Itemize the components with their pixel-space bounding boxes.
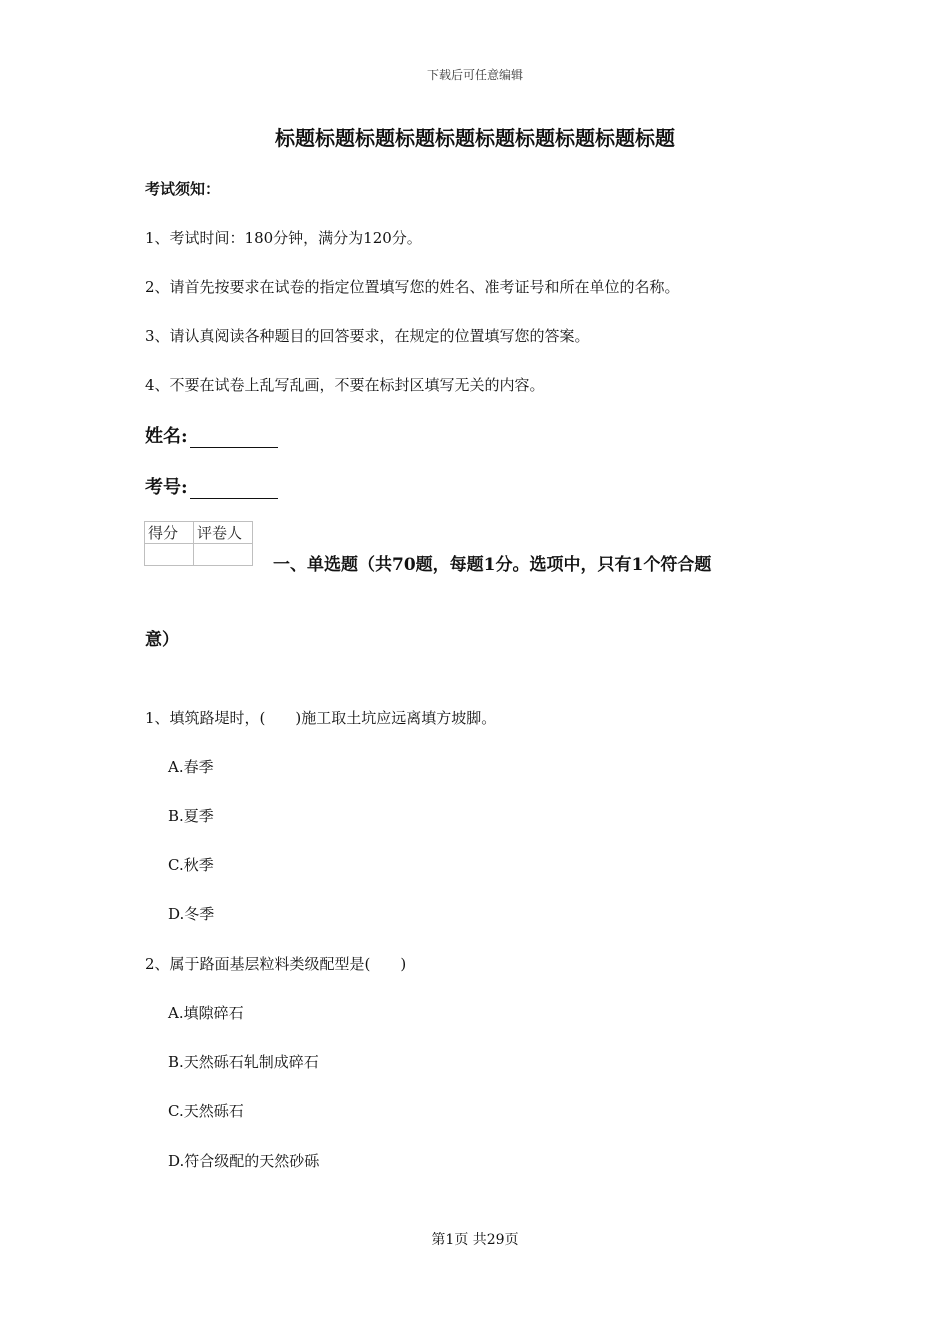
question-1-option-b[interactable]: B.夏季 — [168, 807, 214, 825]
instruction-item-4: 4、不要在试卷上乱写乱画，不要在标封区填写无关的内容。 — [145, 376, 545, 394]
header-note: 下载后可任意编辑 — [426, 68, 523, 82]
instruction-item-3: 3、请认真阅读各种题目的回答要求，在规定的位置填写您的答案。 — [145, 327, 590, 345]
document-title: 标题标题标题标题标题标题标题标题标题标题 — [275, 126, 675, 150]
question-2-option-d[interactable]: D.符合级配的天然砂砾 — [168, 1152, 320, 1170]
page-footer: 第1页 共29页 — [431, 1232, 519, 1248]
question-1-stem: 1、填筑路堤时，( )施工取土坑应远离填方坡脚。 — [145, 709, 497, 727]
question-2-option-c[interactable]: C.天然砾石 — [168, 1102, 244, 1120]
number-label: 考号: — [145, 477, 188, 498]
score-cell[interactable] — [145, 544, 194, 566]
instruction-item-2: 2、请首先按要求在试卷的指定位置填写您的姓名、准考证号和所在单位的名称。 — [145, 278, 680, 296]
instructions-heading: 考试须知： — [145, 180, 221, 198]
grader-header: 评卷人 — [194, 522, 253, 544]
section-heading-continued: 意） — [145, 630, 179, 650]
score-table — [144, 521, 253, 566]
score-header: 得分 — [145, 522, 194, 544]
question-1-option-c[interactable]: C.秋季 — [168, 856, 214, 874]
question-1-option-a[interactable]: A.春季 — [168, 758, 214, 776]
name-blank[interactable] — [190, 429, 278, 448]
question-1-option-d[interactable]: D.冬季 — [168, 905, 215, 923]
question-2-option-a[interactable]: A.填隙碎石 — [168, 1004, 244, 1022]
name-field — [145, 422, 278, 448]
question-2-option-b[interactable]: B.天然砾石轧制成碎石 — [168, 1053, 319, 1071]
number-field — [145, 473, 278, 499]
grader-cell[interactable] — [194, 544, 253, 566]
question-2-stem: 2、属于路面基层粒料类级配型是( ) — [145, 955, 407, 973]
instruction-item-1: 1、考试时间：180分钟，满分为120分。 — [145, 229, 422, 247]
name-label: 姓名: — [145, 426, 188, 447]
number-blank[interactable] — [190, 480, 278, 499]
section-heading: 一、单选题（共70题，每题1分。选项中，只有1个符合题 — [273, 555, 712, 575]
